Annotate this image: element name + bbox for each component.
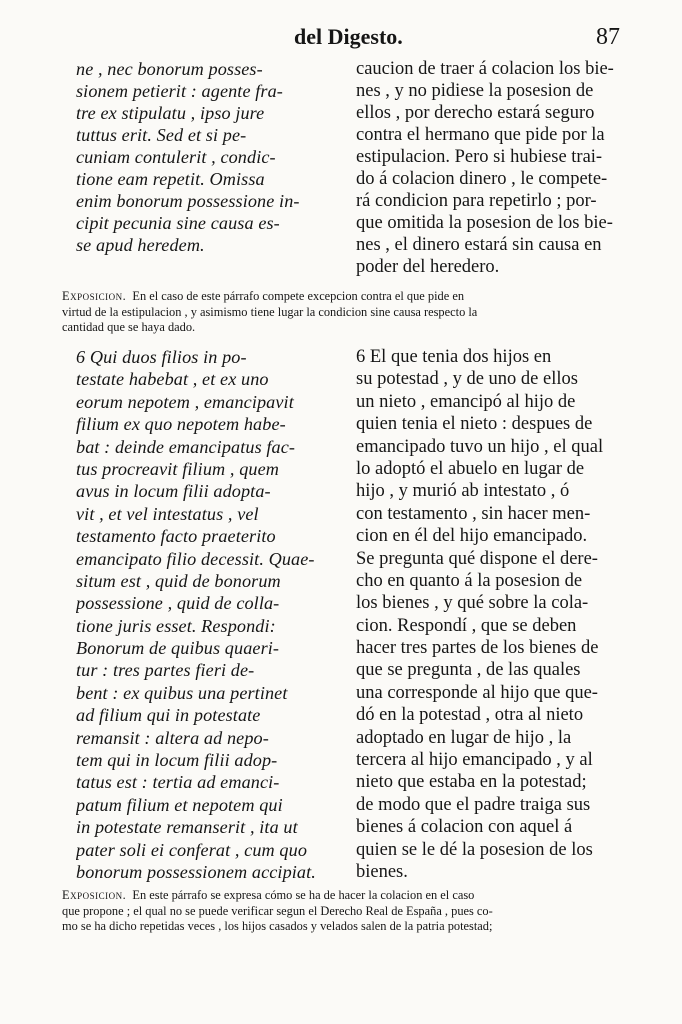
note-line	[62, 289, 622, 305]
spanish-line: caucion de traer á colacion los bie-	[356, 59, 614, 79]
page-header	[0, 24, 682, 54]
spanish-line: nieto que estaba en la potestad;	[356, 772, 587, 793]
note-label: Exposicion.	[62, 289, 127, 303]
running-title: del Digesto.	[294, 24, 403, 49]
spanish-line: Se pregunta qué dispone el dere-	[356, 548, 598, 569]
latin-line: tre ex stipulatu , ipso jure	[76, 103, 265, 123]
latin-line: avus in locum filii adopta-	[76, 481, 271, 502]
latin-line: cuniam contulerit , condic-	[76, 147, 276, 167]
spanish-line: cion. Respondí , que se deben	[356, 615, 577, 636]
latin-line: tur : tres partes fieri de-	[76, 660, 255, 681]
spanish-line: adoptado en lugar de hijo , la	[356, 727, 572, 748]
latin-line: tione eam repetit. Omissa	[76, 169, 265, 189]
spanish-line: quien tenia el nieto : despues de	[356, 414, 593, 435]
spanish-line: con testamento , sin hacer men-	[356, 503, 591, 524]
spanish-line: lo adoptó el abuelo en lugar de	[356, 458, 585, 479]
latin-line: vit , et vel intestatus , vel	[76, 503, 259, 524]
latin-line: patum filium et nepotem qui	[76, 794, 283, 815]
latin-line: possessione , quid de colla-	[76, 593, 280, 614]
latin-line: bent : ex quibus una pertinet	[76, 682, 288, 703]
spanish-line: do á colacion dinero , le compete-	[356, 169, 608, 189]
spanish-line: estipulacion. Pero si hubiese trai-	[356, 147, 603, 167]
latin-line: cipit pecunia sine causa es-	[76, 213, 280, 233]
spanish-line: una corresponde al hijo que que-	[356, 682, 598, 703]
spanish-line: ellos , por derecho estará seguro	[356, 103, 595, 123]
spanish-line: de modo que el padre traiga sus	[356, 794, 591, 815]
latin-line: tem qui in locum filii adop-	[76, 750, 278, 771]
spanish-line: emancipado tuvo un hijo , el qual	[356, 436, 604, 457]
spanish-line: tercera al hijo emancipado , y al	[356, 750, 593, 771]
latin-line: tatus est : tertia ad emanci-	[76, 772, 280, 793]
latin-column-passage-2	[76, 346, 338, 883]
latin-line: testamento facto praeterito	[76, 526, 276, 547]
spanish-line: bienes.	[356, 861, 408, 882]
exposition-note-1	[62, 289, 622, 336]
spanish-line: dó en la potestad , otra al nieto	[356, 705, 584, 726]
note-line	[62, 888, 622, 904]
latin-line: remansit : altera ad nepo-	[76, 727, 269, 748]
latin-line: pater soli ei conferat , cum quo	[76, 839, 308, 860]
spanish-line: hijo , y murió ab intestato , ó	[356, 481, 570, 502]
latin-line: sionem petierit : agente fra-	[76, 81, 283, 101]
latin-line: tuttus erit. Sed et si pe-	[76, 125, 247, 145]
latin-line: tione juris esset. Respondi:	[76, 615, 276, 636]
note-line: virtud de la estipulacion , y asimismo tiene lugar la condicion sine causa respecto la	[62, 304, 478, 319]
spanish-column-passage-1	[356, 58, 618, 278]
spanish-line: su potestad , y de uno de ellos	[356, 369, 578, 390]
spanish-line: hacer tres partes de los bienes de	[356, 638, 599, 659]
spanish-line: nes , y no pidiese la posesion de	[356, 81, 594, 101]
latin-line: filium ex quo nepotem habe-	[76, 414, 286, 435]
spanish-line: cho en quanto á la posesion de	[356, 570, 583, 591]
note-text: En el caso de este párrafo compete excepcion contra el que pide en	[132, 289, 465, 303]
spanish-column-passage-2	[356, 346, 618, 883]
spanish-line: que omitida la posesion de los bie-	[356, 213, 613, 233]
spanish-line: rá condicion para repetirlo ; por-	[356, 191, 597, 211]
latin-column-passage-1	[76, 58, 338, 256]
latin-line: testate habebat , et ex uno	[76, 369, 269, 390]
spanish-line: los bienes , y qué sobre la cola-	[356, 593, 589, 614]
latin-line: ne , nec bonorum posses-	[76, 59, 263, 79]
exposition-note-2	[62, 888, 622, 935]
note-label: Exposicion.	[62, 888, 127, 902]
latin-line: se apud heredem.	[76, 235, 205, 255]
latin-line: Bonorum de quibus quaeri-	[76, 638, 280, 659]
latin-line: emancipato filio decessit. Quae-	[76, 548, 315, 569]
latin-line: in potestate remanserit , ita ut	[76, 817, 298, 838]
spanish-line: quien se le dé la posesion de los	[356, 839, 593, 860]
note-line: cantidad que se haya dado.	[62, 320, 196, 334]
spanish-line: cion en él del hijo emancipado.	[356, 526, 588, 547]
spanish-line: que se pregunta , de las quales	[356, 660, 581, 681]
latin-line: ad filium qui in potestate	[76, 705, 261, 726]
spanish-line: un nieto , emancipó al hijo de	[356, 391, 576, 412]
note-line: que propone ; el qual no se puede verificar segun el Derecho Real de España , pues co-	[62, 903, 493, 918]
note-line: mo se ha dicho repetidas veces , los hijos casados y velados salen de la patria potestad;	[62, 919, 493, 933]
latin-line: bonorum possessionem accipiat.	[76, 861, 316, 882]
spanish-line: nes , el dinero estará sin causa en	[356, 235, 602, 255]
latin-line: eorum nepotem , emancipavit	[76, 391, 294, 412]
latin-line: 6 Qui duos filios in po-	[76, 347, 247, 367]
note-text: En este párrafo se expresa cómo se ha de hacer la colacion en el caso	[132, 888, 475, 902]
latin-line: tus procreavit filium , quem	[76, 458, 280, 479]
page-number: 87	[596, 24, 620, 50]
spanish-line: bienes á colacion con aquel á	[356, 817, 573, 838]
latin-line: enim bonorum possessione in-	[76, 191, 300, 211]
spanish-line: contra el hermano que pide por la	[356, 125, 605, 145]
spanish-line: 6 El que tenia dos hijos en	[356, 347, 552, 367]
latin-line: situm est , quid de bonorum	[76, 570, 281, 591]
latin-line: bat : deinde emancipatus fac-	[76, 436, 296, 457]
spanish-line: poder del heredero.	[356, 257, 500, 277]
